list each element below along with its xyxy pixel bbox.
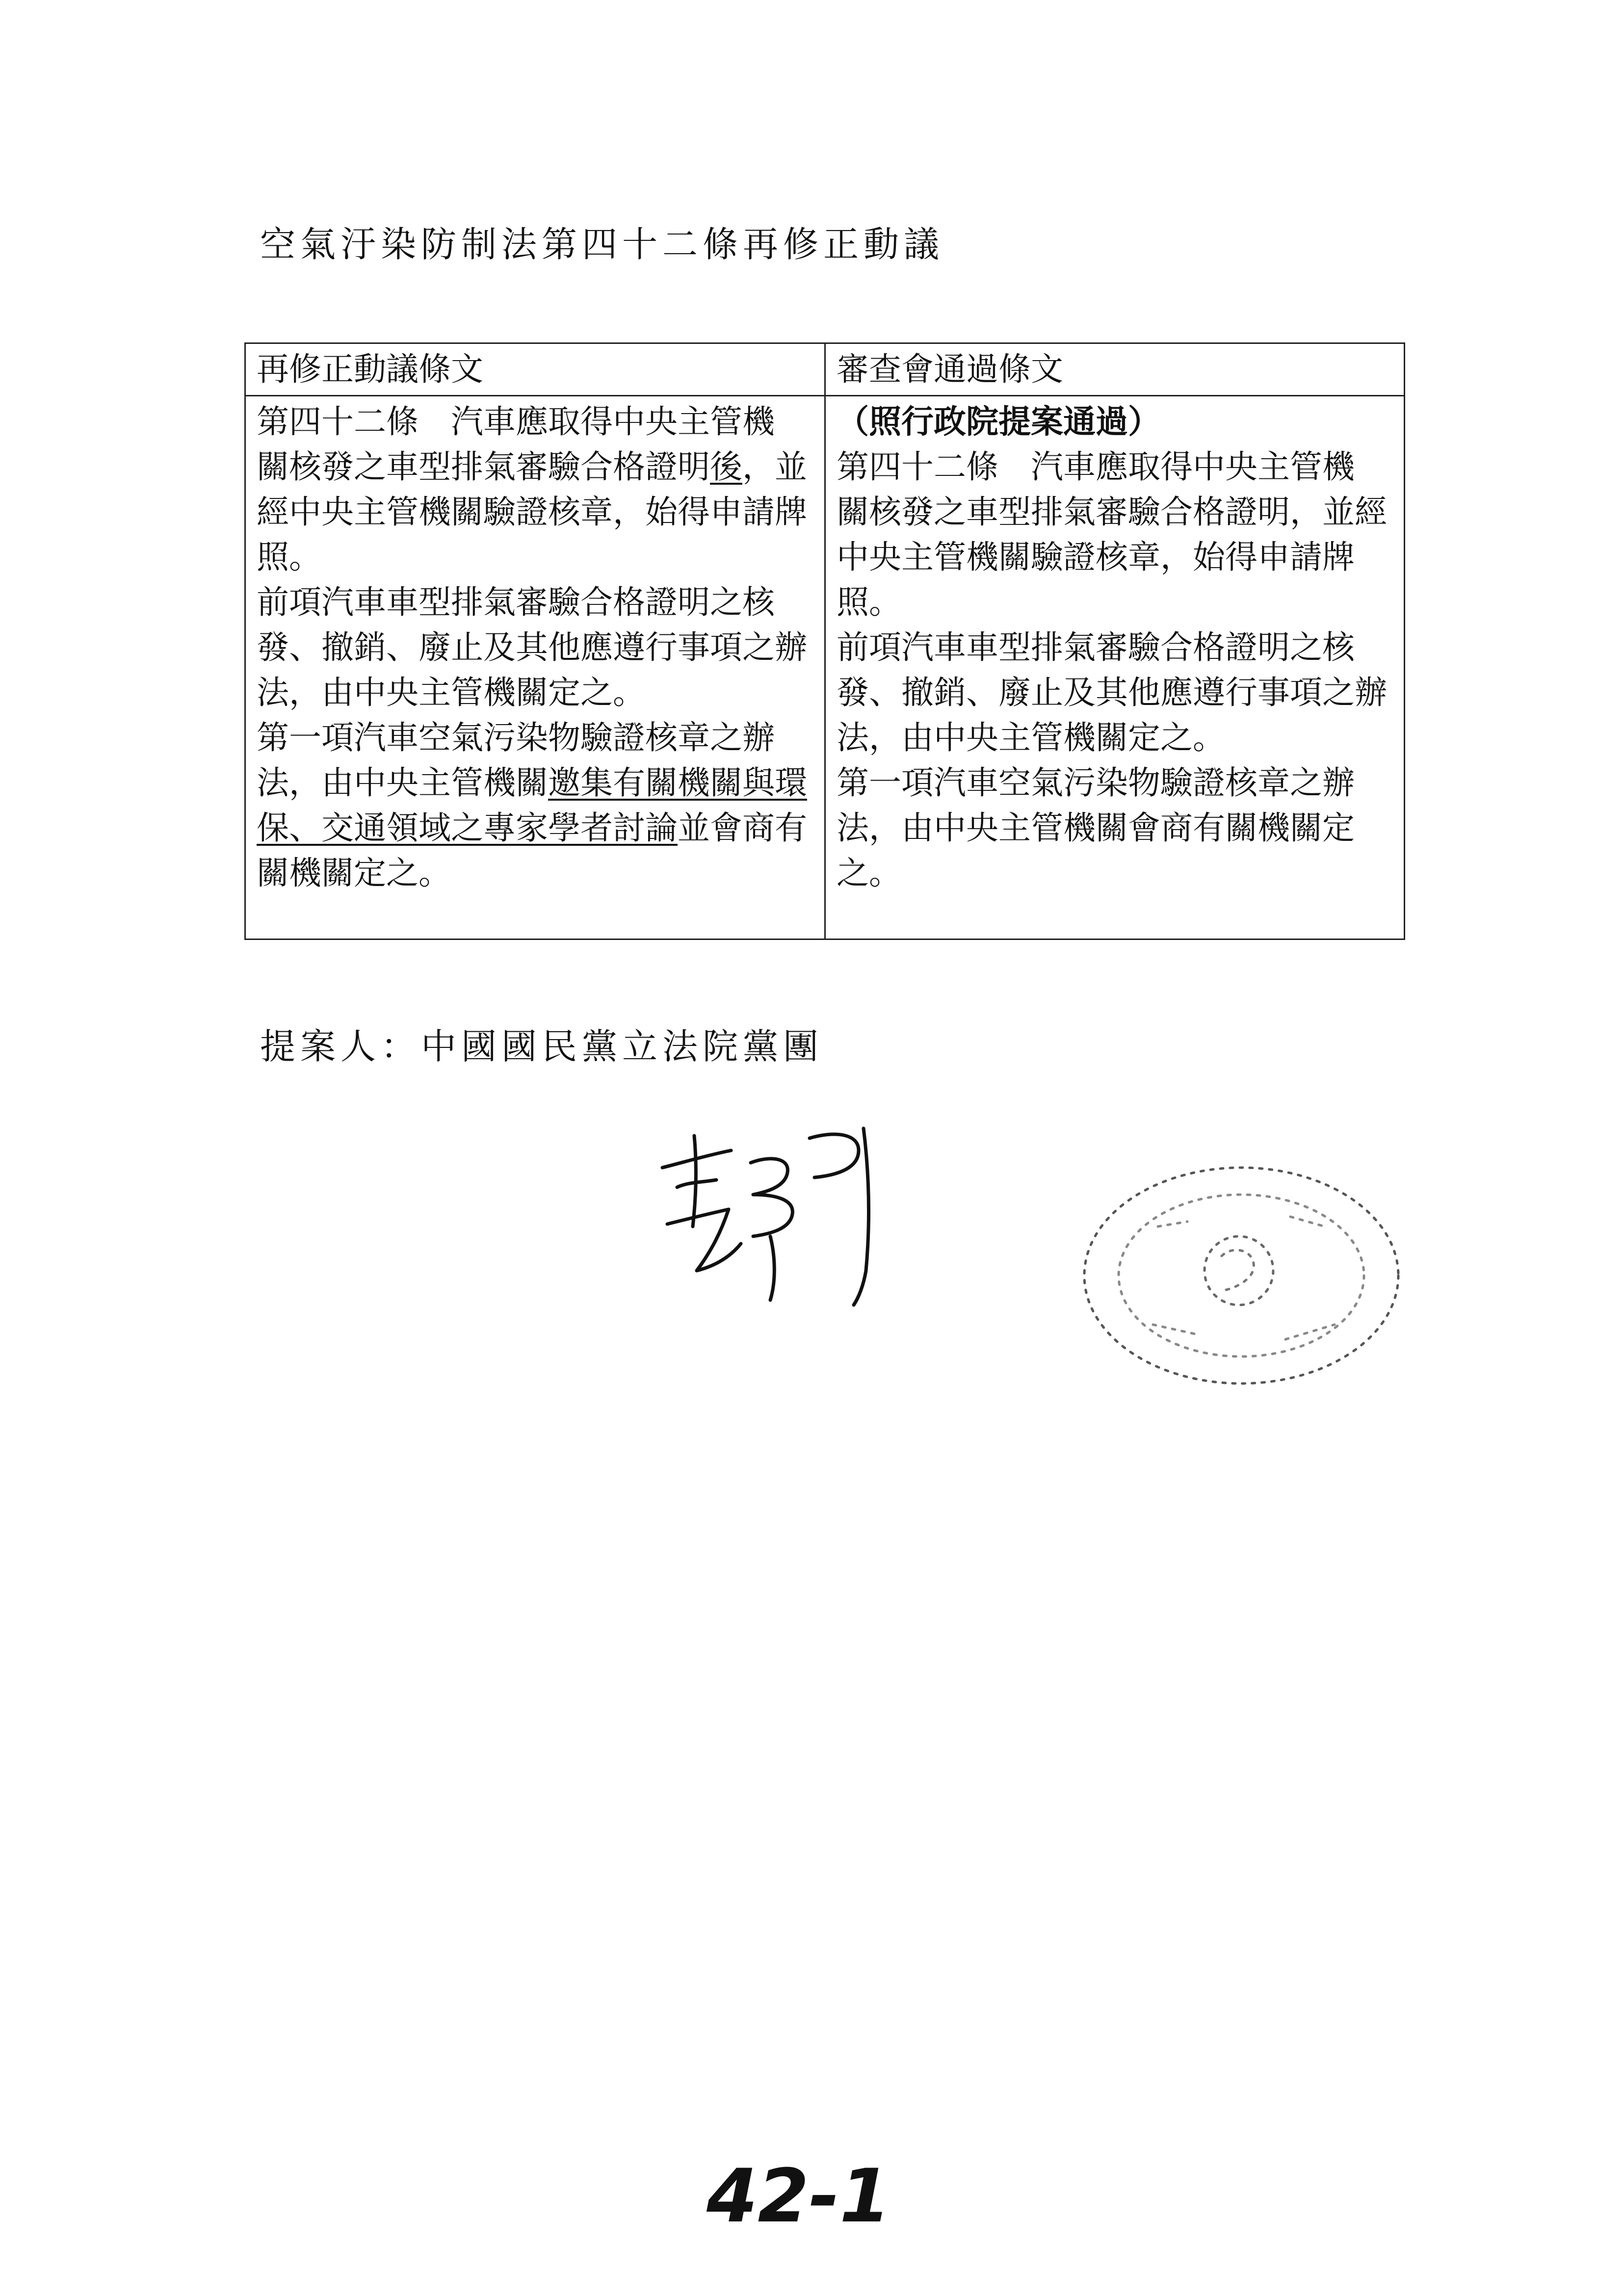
proposer-line: 提案人：中國國民黨立法院黨團 <box>260 1026 824 1067</box>
table-header-row <box>245 343 1405 396</box>
handwritten-signature-icon <box>648 1109 913 1315</box>
page-number-mark: 42-1 <box>707 2154 891 2239</box>
article-text-line: 照。 <box>257 538 321 576</box>
article-text-line: （照行政院提案通過） <box>837 403 1160 441</box>
article-text-line: 發、撤銷、廢止及其他應遵行事項之辦 <box>837 674 1387 711</box>
article-text-line: 保、交通領域之專家學者討論並會商有 <box>257 809 807 847</box>
article-text-line: 第四十二條 汽車應取得中央主管機 <box>257 403 775 441</box>
article-text-line: 關機關定之。 <box>257 854 451 892</box>
header-revised-motion-text: 再修正動議條文 <box>245 343 825 396</box>
article-text-line: 關核發之車型排氣審驗合格證明後，並 <box>257 448 807 486</box>
article-text-line: 第一項汽車空氣污染物驗證核章之辦 <box>257 719 775 757</box>
committee-passed-article-text <box>825 396 1405 939</box>
article-text-line: 經中央主管機關驗證核章，始得申請牌 <box>257 493 807 531</box>
article-text-line: 法，由中央主管機關邀集有關機關與環 <box>257 764 807 802</box>
article-text-line: 發、撤銷、廢止及其他應遵行事項之辦 <box>257 628 807 666</box>
article-text-line: 法，由中央主管機關定之。 <box>257 674 645 711</box>
article-text-line: 照。 <box>837 583 901 621</box>
revised-motion-article-text <box>245 396 825 939</box>
article-text-line: 之。 <box>837 854 901 892</box>
article-text-line: 第一項汽車空氣污染物驗證核章之辦 <box>837 764 1355 802</box>
article-text-line: 第四十二條 汽車應取得中央主管機 <box>837 448 1355 486</box>
article-text-line: 前項汽車車型排氣審驗合格證明之核 <box>837 628 1355 666</box>
header-committee-passed-text: 審查會通過條文 <box>825 343 1405 396</box>
article-text-line: 法，由中央主管機關定之。 <box>837 719 1225 757</box>
table-body-row <box>245 396 1405 939</box>
motion-comparison-table <box>244 342 1405 940</box>
article-text-line: 前項汽車車型排氣審驗合格證明之核 <box>257 583 775 621</box>
article-text-line: 關核發之車型排氣審驗合格證明，並經 <box>837 493 1387 531</box>
article-text-line: 法，由中央主管機關會商有關機關定 <box>837 809 1355 847</box>
article-text-line: 中央主管機關驗證核章，始得申請牌 <box>837 538 1355 576</box>
official-seal-stamp-icon <box>1070 1148 1413 1403</box>
document-title: 空氣汙染防制法第四十二條再修正動議 <box>260 224 944 265</box>
